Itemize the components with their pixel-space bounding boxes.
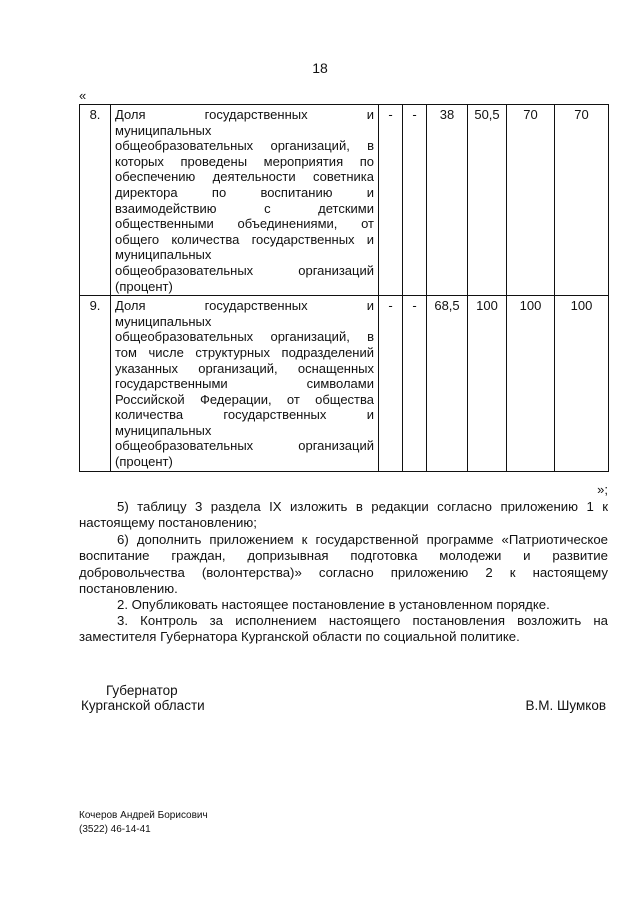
row-number: 8. [80, 105, 111, 296]
paragraph-item-5: 5) таблицу 3 раздела IX изложить в редакции согласно приложению 1 к настоящему постановлению; [79, 499, 608, 531]
description-line: общеобразовательных организаций [115, 262, 374, 278]
description-line: муниципальных [115, 313, 212, 329]
signature-title-line2: Курганской области [81, 698, 205, 713]
description-line: муниципальных [115, 122, 212, 138]
indicator-description [111, 105, 379, 296]
indicator-description [111, 296, 379, 472]
indicator-value: - [403, 296, 427, 472]
executor-phone: (3522) 46-14-41 [79, 824, 151, 835]
description-line: директора по воспитанию и [115, 184, 374, 200]
table-row [80, 296, 609, 472]
description-line: общеобразовательных организаций, в [115, 329, 374, 345]
indicator-value: 50,5 [468, 105, 507, 296]
executor-name: Кочеров Андрей Борисович [79, 810, 208, 821]
signature-title-line1: Губернатор [106, 683, 178, 698]
indicator-value: - [403, 105, 427, 296]
paragraph-clause-3: 3. Контроль за исполнением настоящего постановления возложить на заместителя Губернатора Курганской области по социальной политике. [79, 613, 608, 645]
description-line: количества государственных и [115, 407, 374, 423]
indicators-table [79, 104, 609, 472]
indicator-value: 68,5 [427, 296, 468, 472]
signature-name: В.М. Шумков [525, 698, 606, 713]
description-line: Доля государственных и [115, 107, 374, 122]
indicator-value: 100 [507, 296, 555, 472]
description-line: (процент) [115, 454, 173, 470]
indicator-value: 70 [507, 105, 555, 296]
description-line: общеобразовательных организаций, в [115, 138, 374, 154]
description-line: том числе структурных подразделений [115, 344, 374, 360]
description-line: указанных организаций, оснащенных [115, 360, 374, 376]
indicator-value: 70 [555, 105, 609, 296]
description-line: муниципальных [115, 422, 212, 438]
indicator-value: 38 [427, 105, 468, 296]
indicator-value: - [379, 296, 403, 472]
description-line: Доля государственных и [115, 298, 374, 314]
table-row [80, 105, 609, 296]
indicator-value: - [379, 105, 403, 296]
description-line: муниципальных [115, 247, 212, 263]
closing-quote: »; [597, 482, 608, 497]
description-line: общего количества государственных и [115, 231, 374, 247]
description-line: общественными объединениями, от [115, 216, 374, 232]
indicator-value: 100 [468, 296, 507, 472]
description-line: общеобразовательных организаций [115, 438, 374, 454]
indicator-value: 100 [555, 296, 609, 472]
page-number: 18 [312, 60, 328, 76]
description-line: обеспечению деятельности советника [115, 169, 374, 185]
description-line: Российской Федерации, от общества [115, 391, 374, 407]
description-line: взаимодействию с детскими [115, 200, 374, 216]
description-line: государственными символами [115, 376, 374, 392]
indicators-table-body [80, 105, 609, 472]
opening-quote: « [79, 88, 87, 103]
row-number: 9. [80, 296, 111, 472]
paragraph-clause-2: 2. Опубликовать настоящее постановление в установленном порядке. [117, 597, 550, 612]
description-line: (процент) [115, 278, 173, 294]
description-line: которых проведены мероприятия по [115, 153, 374, 169]
paragraph-item-6: 6) дополнить приложением к государственной программе «Патриотическое воспитание граждан, допризывная подготовка молодежи и развитие добровольчества (волонтерства)» согласно приложению 2 к настоящему постановлению. [79, 532, 608, 597]
